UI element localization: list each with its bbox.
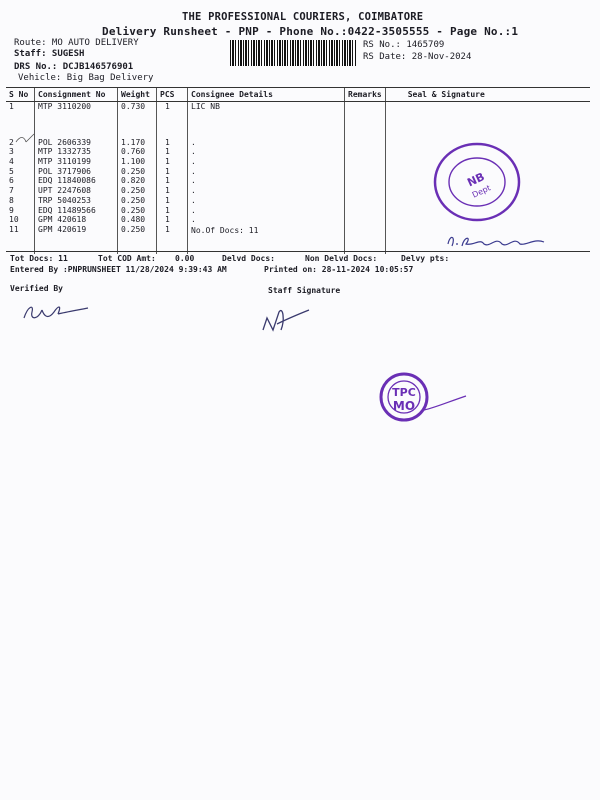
runsheet-title: Delivery Runsheet - PNP - Phone No.:0422-3505555 - Page No.:1 <box>102 25 519 38</box>
header-weight: Weight <box>118 88 157 102</box>
table-cell: 0.250 <box>121 195 146 205</box>
header-consignment: Consignment No <box>35 88 118 102</box>
table-cell: LIC NB <box>191 102 220 111</box>
table-cell: 1 <box>165 137 170 147</box>
table-cell: 1.170 <box>121 137 146 147</box>
table-cell: 0.820 <box>121 176 146 186</box>
table-cell: 1 <box>165 147 170 157</box>
delvy-pts: Delvy pts: <box>401 254 450 263</box>
table-cell: 1 <box>165 102 170 111</box>
table-cell: 0.730 <box>121 102 146 111</box>
printed-on: Printed on: 28-11-2024 10:05:57 <box>264 265 414 274</box>
table-cell: . <box>191 166 196 176</box>
table-cell: MTP 3110200 <box>38 102 91 111</box>
ink-mark <box>14 132 38 146</box>
table-cell: TRP 5040253 <box>38 195 91 205</box>
consignee-column <box>188 102 345 254</box>
lic-stamp-top: NB <box>465 170 487 190</box>
table-cell: 0.250 <box>121 186 146 196</box>
table-cell: . <box>191 137 196 147</box>
table-cell: 1 <box>165 215 170 225</box>
table-cell: 1 <box>165 205 170 215</box>
table-cell: . <box>191 157 196 167</box>
weight-column <box>118 102 157 254</box>
drs-number: DRS No.: DCJB146576901 <box>14 62 134 72</box>
table-cell: 1.100 <box>121 157 146 167</box>
table-cell: . <box>191 215 196 225</box>
table-cell: . <box>191 147 196 157</box>
no-of-docs: No.Of Docs: 11 <box>191 225 259 235</box>
non-delvd-docs: Non Delvd Docs: <box>305 254 378 263</box>
staff-signature <box>255 300 315 340</box>
remarks-column <box>345 102 386 254</box>
consignment-column <box>35 102 118 254</box>
verified-by-signature <box>18 298 93 326</box>
lic-stamp-bottom: Dept <box>470 183 493 200</box>
table-cell: MTP 1332735 <box>38 147 91 157</box>
table-cell: 4 <box>9 157 14 167</box>
table-cell: EDQ 11840086 <box>38 176 96 186</box>
header-pcs: PCS <box>157 88 188 102</box>
barcode <box>230 40 357 66</box>
table-cell: 0.250 <box>121 224 146 234</box>
sno-column <box>6 102 35 254</box>
table-cell: 0.480 <box>121 215 146 225</box>
verified-by-label: Verified By <box>10 284 63 293</box>
table-cell: 1 <box>165 157 170 167</box>
table-cell: 10 <box>9 215 19 225</box>
table-cell: 7 <box>9 186 14 196</box>
table-cell: 5 <box>9 166 14 176</box>
table-cell: . <box>191 186 196 196</box>
table-cell: MTP 3110199 <box>38 157 91 167</box>
table-cell: 3 <box>9 147 14 157</box>
staff: Staff: SUGESH <box>14 49 85 59</box>
table-cell: 1 <box>165 186 170 196</box>
table-cell: 1 <box>165 176 170 186</box>
table-cell: . <box>191 195 196 205</box>
table-cell: POL 3717906 <box>38 166 91 176</box>
pcs-column <box>157 102 188 254</box>
company-name: THE PROFESSIONAL COURIERS, COIMBATORE <box>182 11 424 23</box>
table-cell: 1 <box>9 102 14 111</box>
table-cell: GPM 420619 <box>38 224 87 234</box>
staff-signature-label: Staff Signature <box>268 286 341 295</box>
table-cell: 0.250 <box>121 205 146 215</box>
header-seal: Seal & Signature <box>385 88 590 102</box>
delvd-docs: Delvd Docs: <box>222 254 275 263</box>
table-cell: . <box>191 176 196 186</box>
table-cell: 11 <box>9 224 19 234</box>
table-cell: 1 <box>165 195 170 205</box>
lic-stamp <box>430 140 525 225</box>
table-cell: 0.760 <box>121 147 146 157</box>
tot-cod-value: 0.00 <box>175 254 195 263</box>
table-cell: 9 <box>9 205 14 215</box>
table-cell: 1 <box>165 224 170 234</box>
table-cell: 0.250 <box>121 166 146 176</box>
tot-cod-label: Tot COD Amt: <box>98 254 156 263</box>
tpc-stamp-line2: MO <box>392 399 416 413</box>
table-cell: POL 2606339 <box>38 137 91 147</box>
table-cell: EDQ 11489566 <box>38 205 96 215</box>
table-cell: . <box>191 205 196 215</box>
entered-by: Entered By :PNPRUNSHEET 11/28/2024 9:39:43 AM <box>10 265 227 274</box>
header-remarks: Remarks <box>345 88 386 102</box>
tpc-stamp-line1: TPC <box>392 386 416 399</box>
table-cell: 8 <box>9 195 14 205</box>
table-cell: 6 <box>9 176 14 186</box>
route: Route: MO AUTO DELIVERY <box>14 38 139 48</box>
header-sno: S No <box>6 88 35 102</box>
tpc-stamp <box>378 370 478 430</box>
rs-date: RS Date: 28-Nov-2024 <box>363 52 472 62</box>
header-consignee: Consignee Details <box>188 88 345 102</box>
vehicle: Vehicle: Big Bag Delivery <box>18 73 154 83</box>
table-cell: UPT 2247608 <box>38 186 91 196</box>
table-cell: 1 <box>165 166 170 176</box>
table-cell: 2 <box>9 137 14 147</box>
tot-docs: Tot Docs: 11 <box>10 254 68 263</box>
rs-number: RS No.: 1465709 <box>363 40 445 50</box>
receiver-signature <box>444 230 554 252</box>
table-cell: GPM 420618 <box>38 215 87 225</box>
